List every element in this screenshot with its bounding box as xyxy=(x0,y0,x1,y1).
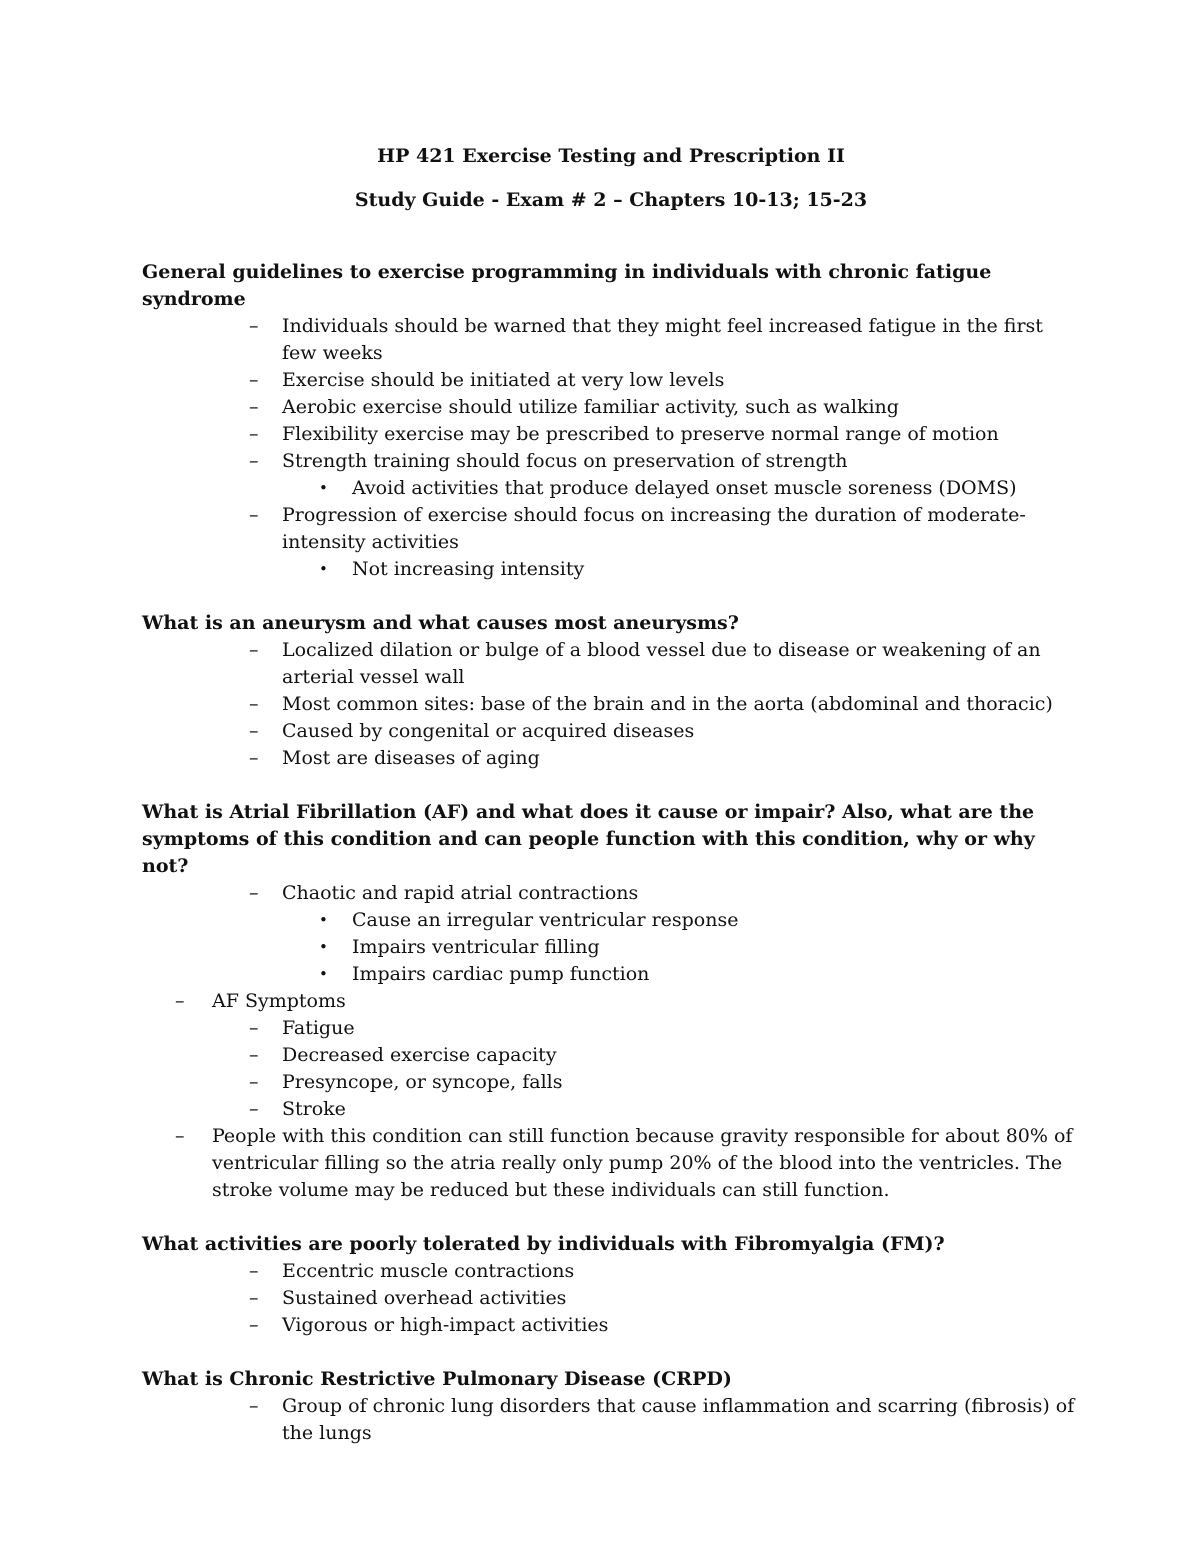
item-list xyxy=(142,313,1080,583)
list-item xyxy=(142,880,1080,907)
list-item xyxy=(142,1285,1080,1312)
dash-marker: – xyxy=(249,369,259,391)
list-item-text: Not increasing intensity xyxy=(352,558,585,580)
list-item-text: Impairs ventricular filling xyxy=(352,936,600,958)
document-subtitle: Study Guide - Exam # 2 – Chapters 10-13; 15-23 xyxy=(354,189,868,211)
dash-marker: – xyxy=(249,1071,259,1093)
list-item xyxy=(142,934,1080,961)
list-item xyxy=(142,421,1080,448)
list-item xyxy=(142,988,1080,1015)
dash-marker: – xyxy=(249,747,259,769)
dash-marker: – xyxy=(249,720,259,742)
section xyxy=(142,259,1080,583)
dash-marker: – xyxy=(249,639,259,661)
list-item-text: Localized dilation or bulge of a blood vessel due to disease or weakening of an arterial vessel wall xyxy=(282,639,1041,688)
list-item-text: Sustained overhead activities xyxy=(282,1287,567,1309)
section-heading: What activities are poorly tolerated by individuals with Fibromyalgia (FM)? xyxy=(142,1233,945,1255)
list-item xyxy=(142,907,1080,934)
list-item-text: Most common sites: base of the brain and in the aorta (abdominal and thoracic) xyxy=(282,693,1053,715)
list-item-text: People with this condition can still function because gravity responsible for about 80% of ventricular filling so the atria really only pump 20% of the blood into the ventricles. The stroke volume may be reduced but these individuals can still function. xyxy=(212,1125,1073,1201)
item-list xyxy=(142,1258,1080,1339)
dash-marker: – xyxy=(249,1017,259,1039)
dash-marker: – xyxy=(249,504,259,526)
dash-marker: – xyxy=(249,1395,259,1417)
bullet-marker: • xyxy=(319,911,328,929)
section xyxy=(142,799,1080,1204)
dash-marker: – xyxy=(175,1125,185,1147)
dash-marker: – xyxy=(249,1044,259,1066)
section xyxy=(142,1231,1080,1339)
bullet-marker: • xyxy=(319,938,328,956)
dash-marker: – xyxy=(249,1260,259,1282)
list-item-text: Caused by congenital or acquired diseases xyxy=(282,720,695,742)
list-item xyxy=(142,1393,1080,1447)
section xyxy=(142,610,1080,772)
item-list xyxy=(142,637,1080,772)
list-item xyxy=(142,1015,1080,1042)
list-item-text: Impairs cardiac pump function xyxy=(352,963,650,985)
list-item xyxy=(142,961,1080,988)
dash-marker: – xyxy=(249,882,259,904)
dash-marker: – xyxy=(249,1287,259,1309)
list-item xyxy=(142,475,1080,502)
list-item xyxy=(142,718,1080,745)
dash-marker: – xyxy=(175,990,185,1012)
item-list xyxy=(142,1393,1080,1447)
section-heading: What is Atrial Fibrillation (AF) and what does it cause or impair? Also, what are the symptoms of this condition and can people function with this condition, why or why not? xyxy=(142,801,1035,877)
list-item xyxy=(142,1069,1080,1096)
list-item xyxy=(142,1312,1080,1339)
item-list xyxy=(142,880,1080,1204)
list-item-text: Fatigue xyxy=(282,1017,355,1039)
list-item-text: Decreased exercise capacity xyxy=(282,1044,557,1066)
list-item-text: Cause an irregular ventricular response xyxy=(352,909,739,931)
list-item xyxy=(142,556,1080,583)
list-item xyxy=(142,367,1080,394)
dash-marker: – xyxy=(249,1098,259,1120)
list-item-text: Vigorous or high-impact activities xyxy=(282,1314,609,1336)
sections-container xyxy=(142,259,1080,1447)
list-item-text: Individuals should be warned that they might feel increased fatigue in the first few weeks xyxy=(282,315,1043,364)
list-item-text: Exercise should be initiated at very low levels xyxy=(282,369,725,391)
list-item xyxy=(142,313,1080,367)
list-item-text: Stroke xyxy=(282,1098,346,1120)
dash-marker: – xyxy=(249,423,259,445)
list-item xyxy=(142,394,1080,421)
list-item-text: Group of chronic lung disorders that cause inflammation and scarring (fibrosis) of the lungs xyxy=(282,1395,1075,1444)
section-heading: What is Chronic Restrictive Pulmonary Disease (CRPD) xyxy=(142,1368,732,1390)
list-item xyxy=(142,691,1080,718)
list-item-text: Chaotic and rapid atrial contractions xyxy=(282,882,639,904)
list-item xyxy=(142,637,1080,691)
list-item-text: AF Symptoms xyxy=(212,990,346,1012)
list-item xyxy=(142,502,1080,556)
dash-marker: – xyxy=(249,396,259,418)
section-heading: What is an aneurysm and what causes most aneurysms? xyxy=(142,612,739,634)
bullet-marker: • xyxy=(319,479,328,497)
dash-marker: – xyxy=(249,1314,259,1336)
dash-marker: – xyxy=(249,450,259,472)
list-item xyxy=(142,1123,1080,1204)
document-title: HP 421 Exercise Testing and Prescription II xyxy=(377,145,845,167)
list-item-text: Most are diseases of aging xyxy=(282,747,540,769)
list-item xyxy=(142,745,1080,772)
list-item xyxy=(142,448,1080,475)
list-item xyxy=(142,1042,1080,1069)
section-heading: General guidelines to exercise programming in individuals with chronic fatigue syndrome xyxy=(142,261,992,310)
list-item-text: Eccentric muscle contractions xyxy=(282,1260,575,1282)
bullet-marker: • xyxy=(319,965,328,983)
dash-marker: – xyxy=(249,693,259,715)
section xyxy=(142,1366,1080,1447)
list-item-text: Presyncope, or syncope, falls xyxy=(282,1071,563,1093)
list-item xyxy=(142,1258,1080,1285)
list-item-text: Avoid activities that produce delayed onset muscle soreness (DOMS) xyxy=(352,477,1017,499)
list-item-text: Aerobic exercise should utilize familiar activity, such as walking xyxy=(282,396,899,418)
list-item-text: Strength training should focus on preservation of strength xyxy=(282,450,848,472)
list-item xyxy=(142,1096,1080,1123)
dash-marker: – xyxy=(249,315,259,337)
list-item-text: Flexibility exercise may be prescribed to preserve normal range of motion xyxy=(282,423,999,445)
list-item-text: Progression of exercise should focus on increasing the duration of moderate-intensity activities xyxy=(282,504,1026,553)
bullet-marker: • xyxy=(319,560,328,578)
